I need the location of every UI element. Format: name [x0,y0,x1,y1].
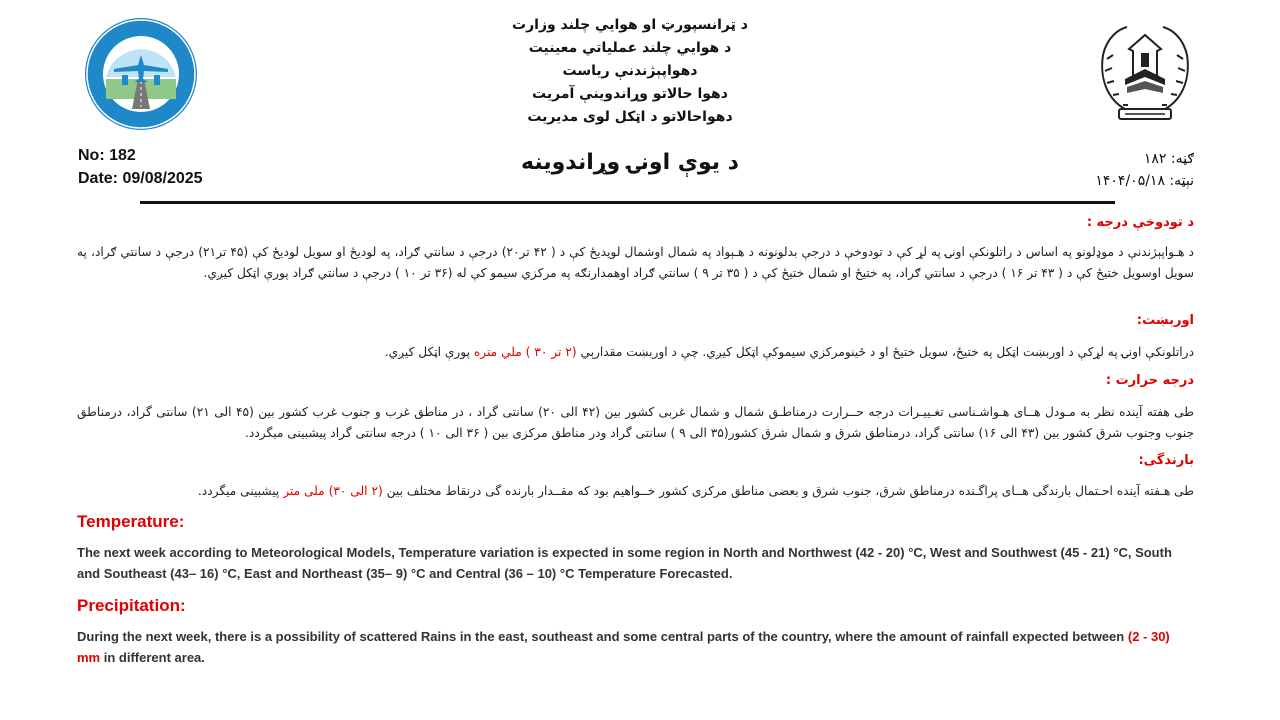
pashto-temperature-text: د هـواپېژندنې د موډلونو په اساس د راتلونکې اونۍ په لړ کې د تودوخې د درجې بدلونونه د هـېواد په شمال اوشمال لويديځ کې د ( ۴۲ تر۲۰) درجې د سانتي ګراد، په لوديځ او سويل لوديځ کې (۴۵ تر۲۱) درجې د سانتي ګراد، په سويل اوسويل ختيځ کې د ( ۴۳ تر ۱۶ ) درجې د سانتي ګراد، په ختيځ او شمال ختيځ کې د ( ۳۵ تر ۹ ) سانتي ګراد اوهمدارنګه په مرکزي سيمو کې له (۳۶ تر ۱۰ ) درجې د سانتي ګراد پورې اټکل کيږي. [77,245,1194,280]
header-ministry: د ټرانسپورټ او هوايي چلند وزارت [512,17,748,33]
ministry-seal-icon [84,17,198,131]
dari-precipitation-amount: (۲ الی ۳۰) ملی متر [283,484,383,498]
english-temperature-text: The next week according to Meteorological Models, Temperature variation is expected in some region in North and Northwest (42 - 20) °C, West and Southwest (45 - 21) °C, South and Southeast (43– 16) °C, East and Northeast (35– 9) °C and Central (36 – 10) °C Temperature Forecasted. [77,545,1172,581]
pashto-precipitation-text [77,342,1194,363]
document-number-ps: ګڼه: ۱۸۲ [1143,151,1194,167]
header-directorate: دهواپېژندنې رياست [562,63,698,79]
english-precipitation-text [77,626,1194,668]
document-date-en: Date: 09/08/2025 [78,170,203,187]
english-precipitation-amount: (2 - 30) mm [77,629,1170,665]
dari-precipitation-text [77,481,1194,502]
document-meta-en [78,144,203,190]
english-precipitation-heading: Precipitation: [77,596,186,615]
dari-precipitation-text-b: پیشبینی میگردد. [197,484,280,498]
pashto-precipitation-text-b: پورې اټکل کيږي. [384,345,470,359]
pashto-temperature-heading: د تودوخې درجه : [1086,215,1194,230]
header-forecast-department: دهوا حالاتو وړاندوينې آمريت [532,86,728,102]
english-temperature-heading: Temperature: [77,512,185,531]
pashto-precipitation-amount: (۲ تر ۳۰ ) ملي متره [473,345,577,359]
header-forecast-management: دهواحالاتو د اټکل لوی مدیریت [527,109,733,125]
header-divider [140,201,1115,204]
header-deputy-ministry: د هوايي چلند عملياتي معينيت [528,40,732,56]
header-block [380,14,880,129]
dari-temperature-heading: درجه حرارت : [1105,373,1194,388]
document-meta-ps [1095,148,1194,192]
document-number-en: No: 182 [78,147,136,164]
page-title: د یوې اونۍ وړاندوینه [521,150,739,175]
dari-temperature-text: طی هفته آینده نظر به مـودل هــای هـواشـناسی تغـییـرات درجه حــرارت درمناطـق شمال و شمال غربی کشور بين (۴۲ الی ۲۰) سانتی گراد ، در مناطق غرب و جنوب غرب کشور بين (۴۵ الی ۲۱) سانتی گراد، درمناطق جنوب وجنوب شرق کشور بين (۴۳ الی ۱۶) سانتی گراد، درمناطق شرق و شمال شرق کشور(۳۵ الی ۹ ) سانتی گراد ودر مناطق مرکزی بين ( ۳۶ الی ۱۰ ) درجه سانتی گراد پيشبينی میگردد. [77,405,1194,440]
english-precipitation-text-a: During the next week, there is a possibility of scattered Rains in the east, southeast and some central parts of the country, where the amount of rainfall expected between [77,629,1125,644]
english-precipitation-text-b: in different area. [103,650,205,665]
pashto-precipitation-text-a: دراتلونکې اونۍ په لړکې د اوربښت اټکل په ختيځ، سويل ختيځ او د ځينومرکزي سيموکې اټکل کيږي. چې د اوربښت مقدارېي [580,345,1194,359]
document-date-ps: نېټه: ۱۴۰۴/۰۵/۱۸ [1095,173,1194,189]
dari-precipitation-text-a: طی هـفته آینده احـتمال بارندگی هــای پراگـنده درمناطق شرق، جنوب شرق و بعضی مناطق مرکزی کشور خــواهیم بود که مقــدار بارنده گی درنقاط مختلف بين [386,484,1194,498]
emirate-emblem-icon [1089,15,1201,127]
dari-precipitation-heading: بارندگی: [1138,453,1194,468]
pashto-precipitation-heading: اوربښت: [1136,313,1194,328]
